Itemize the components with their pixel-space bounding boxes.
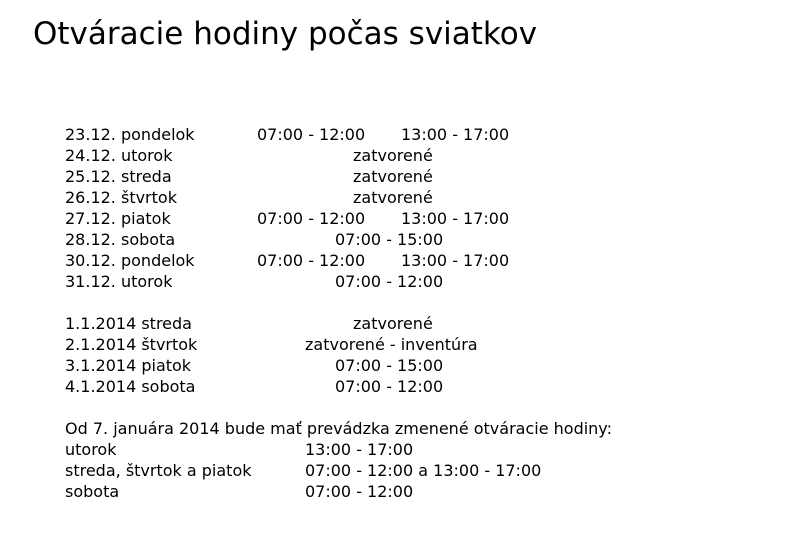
schedule-morning-hours: 07:00 - 12:00: [257, 251, 366, 270]
schedule-hours: 07:00 - 12:00: [335, 377, 444, 396]
schedule-day: 1.1.2014 streda: [65, 314, 192, 333]
schedule-day: 30.12. pondelok: [65, 251, 195, 270]
schedule-day: 27.12. piatok: [65, 209, 171, 228]
new-hours-heading: Od 7. januára 2014 bude mať prevádzka zmenené otváracie hodiny:: [65, 419, 612, 438]
schedule-morning-hours: 07:00 - 12:00: [257, 209, 366, 228]
schedule-day: 24.12. utorok: [65, 146, 173, 165]
schedule-day: 4.1.2014 sobota: [65, 377, 196, 396]
new-hours-day: utorok: [65, 440, 117, 459]
schedule-hours: 07:00 - 15:00: [335, 230, 444, 249]
schedule-hours: 07:00 - 12:00: [335, 272, 444, 291]
schedule-closed-note: zatvorené: [353, 146, 433, 165]
schedule-day: 31.12. utorok: [65, 272, 173, 291]
schedule-closed-note: zatvorené: [353, 188, 433, 207]
schedule-morning-hours: 07:00 - 12:00: [257, 125, 366, 144]
schedule-day: 23.12. pondelok: [65, 125, 195, 144]
schedule-day: 25.12. streda: [65, 167, 172, 186]
schedule-day: 28.12. sobota: [65, 230, 176, 249]
schedule-day: 26.12. štvrtok: [65, 188, 177, 207]
schedule-hours: 07:00 - 15:00: [335, 356, 444, 375]
schedule-day: 2.1.2014 štvrtok: [65, 335, 198, 354]
new-hours-value: 07:00 - 12:00: [305, 482, 414, 501]
page-title: Otváracie hodiny počas sviatkov: [33, 16, 538, 52]
schedule-closed-note: zatvorené - inventúra: [305, 335, 478, 354]
schedule-day: 3.1.2014 piatok: [65, 356, 192, 375]
new-hours-day: sobota: [65, 482, 120, 501]
schedule-afternoon-hours: 13:00 - 17:00: [401, 251, 510, 270]
new-hours-value: 07:00 - 12:00 a 13:00 - 17:00: [305, 461, 542, 480]
schedule-afternoon-hours: 13:00 - 17:00: [401, 209, 510, 228]
schedule-closed-note: zatvorené: [353, 167, 433, 186]
new-hours-day: streda, štvrtok a piatok: [65, 461, 252, 480]
new-hours-value: 13:00 - 17:00: [305, 440, 414, 459]
schedule-closed-note: zatvorené: [353, 314, 433, 333]
schedule-afternoon-hours: 13:00 - 17:00: [401, 125, 510, 144]
